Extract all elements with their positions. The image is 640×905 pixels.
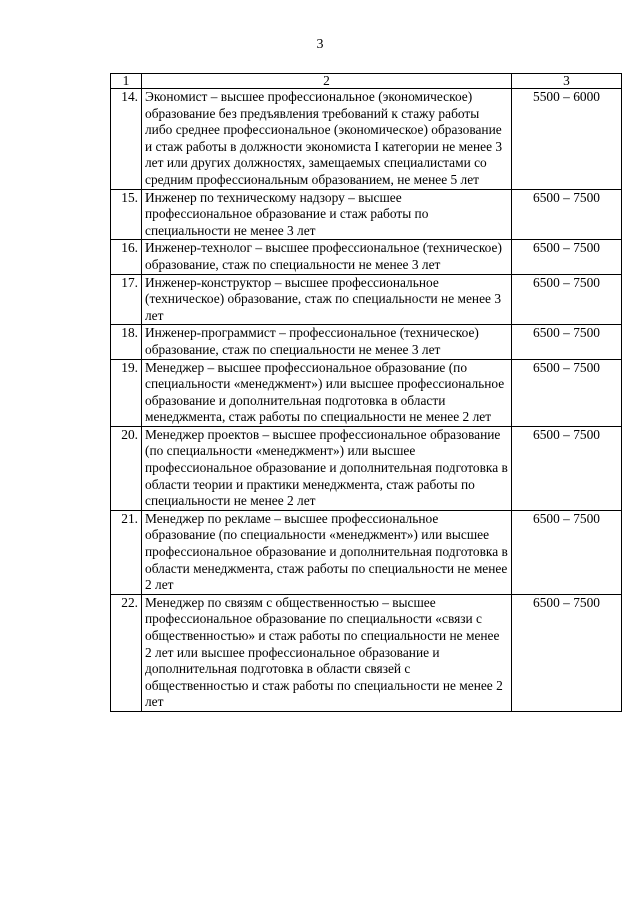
positions-table-body xyxy=(111,74,622,712)
table-row xyxy=(111,325,622,359)
position-description-cell: Менеджер – высшее профессиональное образование (по специальности «менеджмент») или высшее профессиональное образование и дополнительная подготовка в области менеджмента, стаж работы по специальности не менее 2 лет xyxy=(142,359,512,426)
position-description-cell: Менеджер проектов – высшее профессиональное образование (по специальности «менеджмент») или высшее профессиональное образование и дополнительная подготовка в области теории и практики менеджмента, стаж работы по специальности не менее 2 лет xyxy=(142,426,512,510)
row-number-cell: 19. xyxy=(111,359,142,426)
position-description-cell: Инженер по техническому надзору – высшее профессиональное образование и стаж работы по специальности не менее 3 лет xyxy=(142,189,512,240)
table-row xyxy=(111,594,622,711)
position-description-cell: Инженер-конструктор – высшее профессиональное (техническое) образование, стаж по специальности не менее 3 лет xyxy=(142,274,512,325)
row-number-cell: 17. xyxy=(111,274,142,325)
salary-range-cell: 6500 – 7500 xyxy=(512,426,622,510)
salary-range-cell: 6500 – 7500 xyxy=(512,240,622,274)
salary-range-cell: 6500 – 7500 xyxy=(512,274,622,325)
table-row xyxy=(111,510,622,594)
salary-range-cell: 6500 – 7500 xyxy=(512,510,622,594)
salary-range-cell: 6500 – 7500 xyxy=(512,325,622,359)
table-row xyxy=(111,240,622,274)
row-number-cell: 14. xyxy=(111,89,142,190)
row-number-cell: 21. xyxy=(111,510,142,594)
table-row xyxy=(111,274,622,325)
table-header-row xyxy=(111,74,622,89)
column-header-salary: 3 xyxy=(512,74,622,89)
row-number-cell: 18. xyxy=(111,325,142,359)
position-description-cell: Инженер-программист – профессиональное (техническое) образование, стаж по специальности не менее 3 лет xyxy=(142,325,512,359)
row-number-cell: 22. xyxy=(111,594,142,711)
table-row xyxy=(111,89,622,190)
salary-range-cell: 6500 – 7500 xyxy=(512,594,622,711)
column-header-number: 1 xyxy=(111,74,142,89)
table-row xyxy=(111,359,622,426)
row-number-cell: 16. xyxy=(111,240,142,274)
position-description-cell: Экономист – высшее профессиональное (экономическое) образование без предъявления требований к стажу работы либо среднее профессиональное (экономическое) образование и стаж работы в должности экономиста I категории не менее 3 лет или других должностях, замещаемых специалистами со средним профессиональным образованием, не менее 5 лет xyxy=(142,89,512,190)
salary-range-cell: 6500 – 7500 xyxy=(512,189,622,240)
positions-table xyxy=(110,73,622,712)
column-header-description: 2 xyxy=(142,74,512,89)
row-number-cell: 20. xyxy=(111,426,142,510)
table-row xyxy=(111,426,622,510)
table-row xyxy=(111,189,622,240)
row-number-cell: 15. xyxy=(111,189,142,240)
page-number: 3 xyxy=(316,37,324,52)
position-description-cell: Менеджер по связям с общественностью – высшее профессиональное образование по специальности «связи с общественностью» и стаж работы по специальности не менее 2 лет или высшее профессиональное образование и дополнительная подготовка в области связей с общественностью и стаж работы по специальности не менее 2 лет xyxy=(142,594,512,711)
position-description-cell: Менеджер по рекламе – высшее профессиональное образование (по специальности «менеджмент») или высшее профессиональное образование и дополнительная подготовка в области менеджмента, стаж работы по специальности не менее 2 лет xyxy=(142,510,512,594)
position-description-cell: Инженер-технолог – высшее профессиональное (техническое) образование, стаж по специальности не менее 3 лет xyxy=(142,240,512,274)
salary-range-cell: 5500 – 6000 xyxy=(512,89,622,190)
salary-range-cell: 6500 – 7500 xyxy=(512,359,622,426)
